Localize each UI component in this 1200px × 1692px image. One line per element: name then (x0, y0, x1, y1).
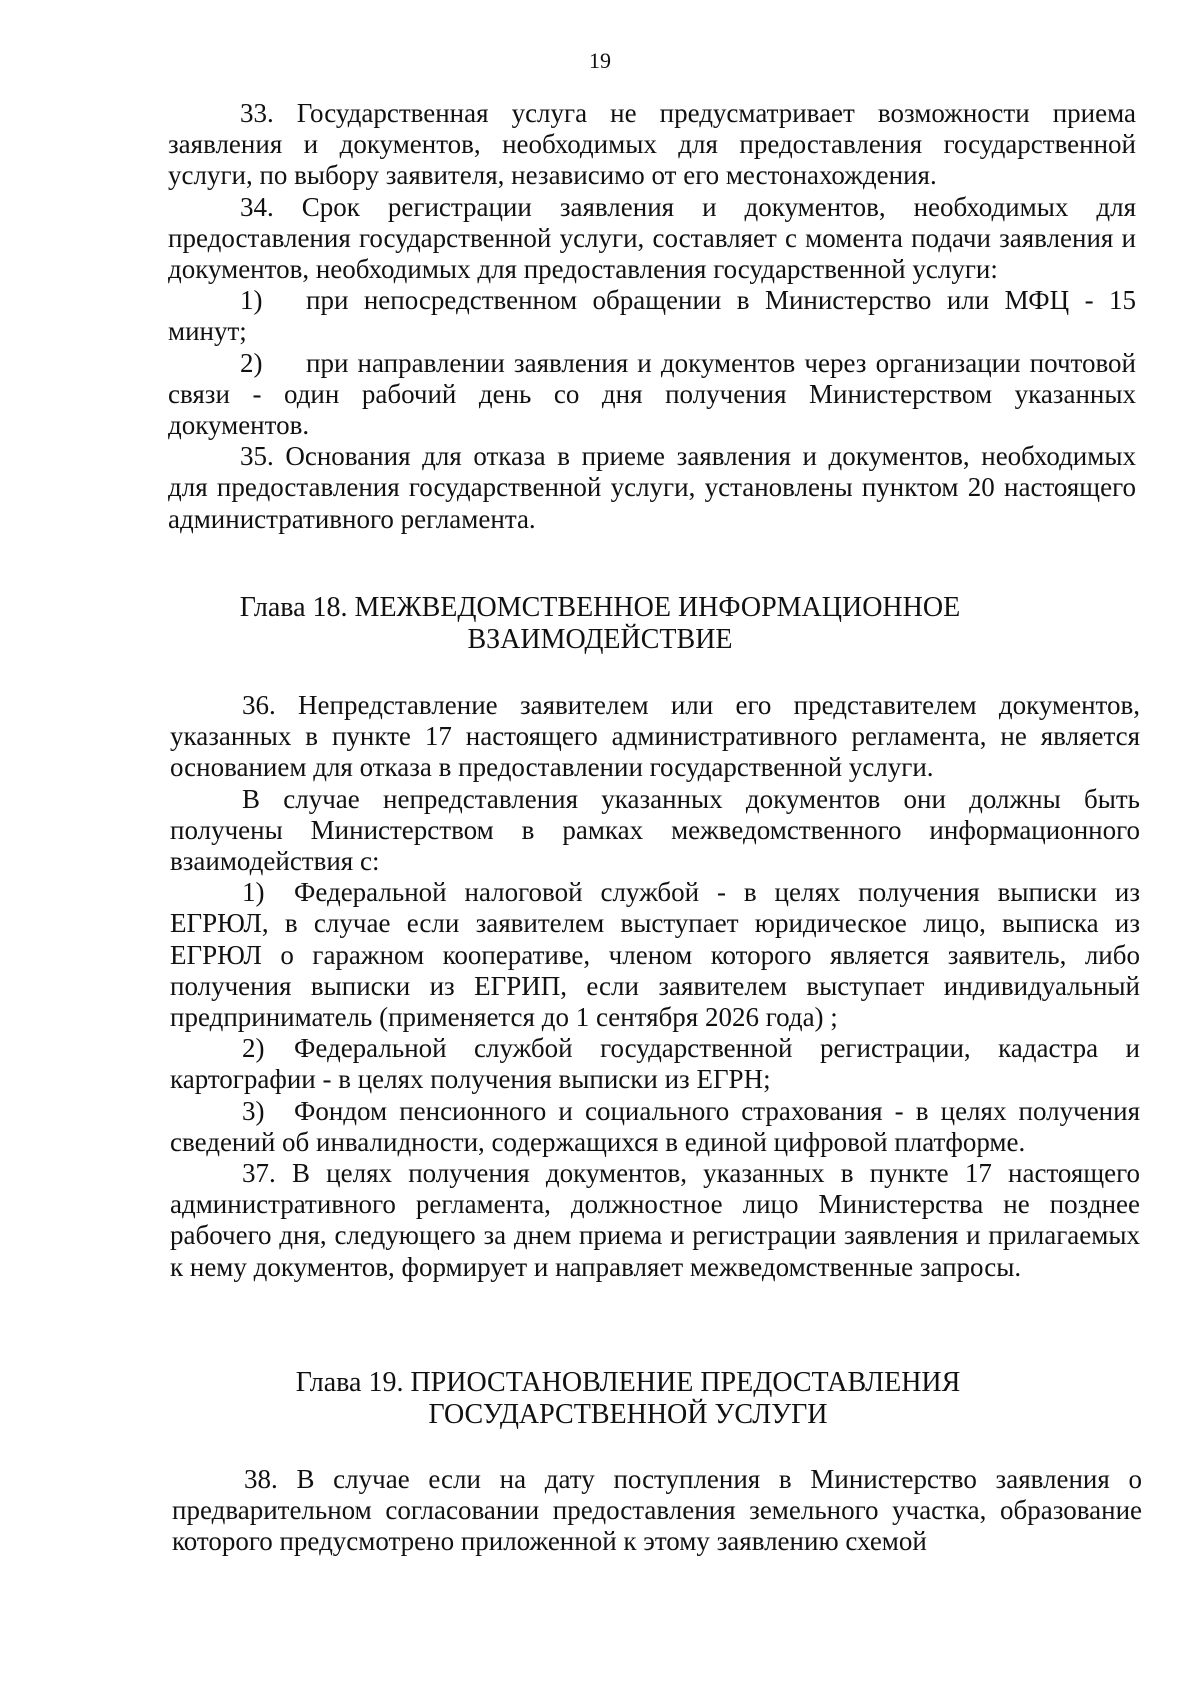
chapter-19-title-line-2: ГОСУДАРСТВЕННОЙ УСЛУГИ (428, 1399, 828, 1430)
chapter-18-title-line-2: ВЗАИМОДЕЙСТВИЕ (467, 624, 733, 655)
paragraph-37: 37. В целях получения документов, указанных в пункте 17 настоящего административного регламента, должностное лицо Министерства не позднее рабочего дня, следующего за днем приема и регистрации заявления и прилагаемых к нему документов, формирует и направляет межведомственные запросы. (170, 1158, 1140, 1282)
list-item-text: при направлении заявления и документов через организации почтовой связи - один рабочий день со дня получения Министерством указанных документов. (168, 347, 1136, 441)
section-17-tail (168, 98, 1136, 535)
chapter-19-title-line-1: Глава 19. ПРИОСТАНОВЛЕНИЕ ПРЕДОСТАВЛЕНИЯ (295, 1367, 961, 1398)
chapter-18-title-line-1: Глава 18. МЕЖВЕДОМСТВЕННОЕ ИНФОРМАЦИОННОЕ (239, 592, 961, 623)
chapter-18-heading (120, 592, 1080, 656)
section-19-body (172, 1464, 1142, 1558)
list-number: 1) (240, 285, 263, 316)
list-number: 1) (242, 877, 265, 908)
paragraph-33: 33. Государственная услуга не предусматривает возможности приема заявления и документов, необходимых для предоставления государственной услуги, по выбору заявителя, независимо от его местонахождения. (168, 98, 1136, 191)
list-item-text: при непосредственном обращении в Министерство или МФЦ - 15 минут; (168, 285, 1136, 347)
paragraph-38: 38. В случае если на дату поступления в Министерство заявления о предварительном согласовании предоставления земельного участка, образование которого предусмотрено приложенной к этому заявлению схемой (172, 1464, 1142, 1557)
chapter-19-heading (148, 1367, 1108, 1431)
paragraph-36-continuation: В случае непредставления указанных документов они должны быть получены Министерством в рамках межведомственного информационного взаимодействия с: (170, 783, 1140, 877)
list-item-text: Федеральной налоговой службой - в целях получения выписки из ЕГРЮЛ, в случае если заявителем выступает юридическое лицо, выписка из ЕГРЮЛ о гаражном кооперативе, членом которого является заявитель, либо получения выписки из ЕГРИП, если заявителем выступает индивидуальный предприниматель (применяется до 1 сентября 2026 года) ; (170, 877, 1140, 1033)
paragraph-36-item-2 (170, 1033, 1140, 1095)
list-number: 2) (242, 1033, 265, 1064)
section-18-body (170, 690, 1140, 1283)
list-number: 3) (242, 1095, 265, 1126)
paragraph-36-item-1 (170, 877, 1140, 1033)
list-number: 2) (240, 347, 263, 378)
paragraph-34-item-2 (168, 348, 1136, 442)
paragraph-35: 35. Основания для отказа в приеме заявления и документов, необходимых для предоставления государственной услуги, установлены пунктом 20 настоящего административного регламента. (168, 441, 1136, 534)
page-number: 19 (589, 48, 611, 73)
paragraph-34: 34. Срок регистрации заявления и документов, необходимых для предоставления государственной услуги, составляет с момента подачи заявления и документов, необходимых для предоставления государственной услуги: (168, 191, 1136, 285)
paragraph-36: 36. Непредставление заявителем или его представителем документов, указанных в пункте 17 настоящего административного регламента, не является основанием для отказа в предоставлении государственной услуги. (170, 690, 1140, 783)
list-item-text: Федеральной службой государственной регистрации, кадастра и картографии - в целях получения выписки из ЕГРН; (170, 1033, 1140, 1095)
paragraph-34-item-1 (168, 285, 1136, 347)
list-item-text: Фондом пенсионного и социального страхования - в целях получения сведений об инвалидности, содержащихся в единой цифровой платформе. (170, 1095, 1140, 1157)
paragraph-36-item-3 (170, 1096, 1140, 1158)
